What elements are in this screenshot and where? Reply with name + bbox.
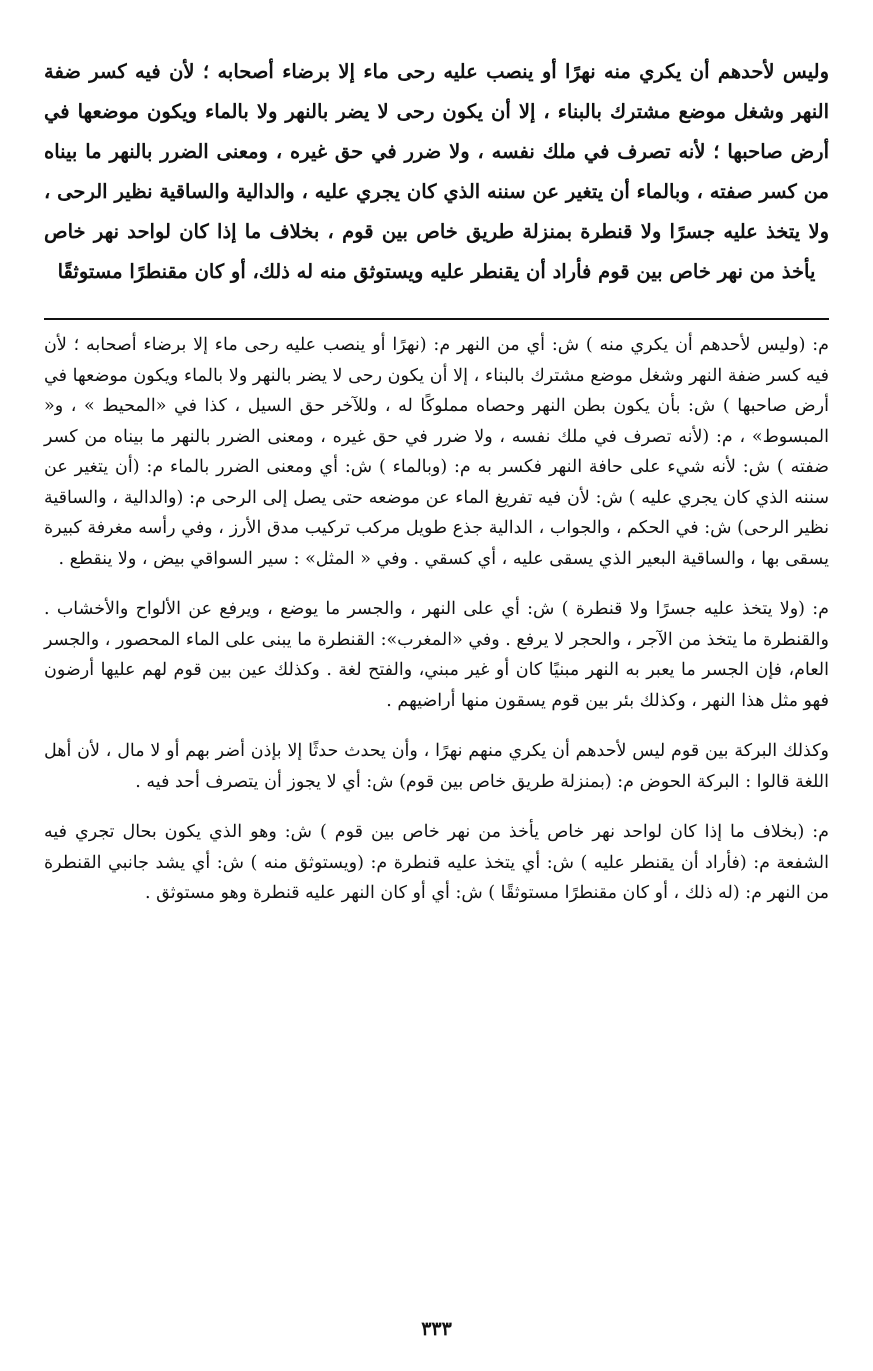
commentary-paragraph-3: وكذلك البركة بين قوم ليس لأحدهم أن يكري منهم نهرًا ، وأن يحدث حدثًا إلا بإذن أضر بهم أو لا مال ، لأن أهل اللغة قالوا : البركة الحوض م: (بمنزلة طريق خاص بين قوم) ش: أي لا يجوز أن يتصرف أحد فيه . [44, 741, 829, 792]
commentary-block [44, 330, 829, 909]
commentary-paragraph-4: م: (بخلاف ما إذا كان لواحد نهر خاص يأخذ من نهر خاص بين قوم ) ش: وهو الذي يكون بحال تجري فيه الشفعة م: (فأراد أن يقنطر عليه ) ش: أي يتخذ عليه قنطرة م: (ويستوثق منه ) ش: أي يشد جانبي القنطرة من النهر م: (له ذلك ، أو كان مقنطرًا مستوثقًا ) ش: أي أو كان النهر عليه قنطرة وهو مستوثق . [44, 822, 829, 903]
book-page [44, 52, 829, 929]
commentary-paragraph-1: م: (وليس لأحدهم أن يكري منه ) ش: أي من النهر م: (نهرًا أو ينصب عليه رحى ماء إلا برضاء أصحابه ؛ لأن فيه كسر ضفة النهر وشغل موضع مشترك بالبناء ، إلا أن يكون رحى لا يضر بالنهر ولا بالماء ويكون موضعها في أرض صاحبها ) ش: بأن يكون بطن النهر وحصاه مملوكًا له ، وللآخر حق السيل ، كذا في «المحيط » ، و« المبسوط» ، م: (لأنه تصرف في ملك نفسه ، ولا ضرر في حق غيره ، ومعنى الضرر بالنهر ما بيناه من كسر ضفته ) ش: لأنه شيء على حافة النهر فكسر به م: (وبالماء ) ش: أي ومعنى الضرر بالماء م: (أن يتغير عن سننه الذي كان يجري عليه ) ش: لأن فيه تفريغ الماء عن موضعه حتى يصل إلى الرحى م: (والدالية ، والساقية نظير الرحى) ش: في الحكم ، والجواب ، الدالية جذع طويل مركب تركيب مدق الأرز ، وفي رأسه مغرفة كبيرة يسقى بها ، والساقية البعير الذي يسقى عليه ، أي كسقي . وفي « المثل» : سير السواقي بيض ، ولا ينقطع . [44, 335, 829, 569]
page-number: ٣٣٣ [421, 1318, 452, 1340]
main-text-block: وليس لأحدهم أن يكري منه نهرًا أو ينصب عليه رحى ماء إلا برضاء أصحابه ؛ لأن فيه كسر ضفة النهر وشغل موضع مشترك بالبناء ، إلا أن يكون رحى لا يضر بالنهر ولا بالماء ويكون موضعها في أرض صاحبها ؛ لأنه تصرف في ملك نفسه ، ولا ضرر في حق غيره ، ومعنى الضرر بالنهر ما بيناه من كسر صفته ، وبالماء أن يتغير عن سننه الذي كان يجري عليه ، والدالية والساقية نظير الرحى ، ولا يتخذ عليه جسرًا ولا قنطرة بمنزلة طريق خاص بين قوم ، بخلاف ما إذا كان لواحد نهر خاص يأخذ من نهر خاص بين قوم فأراد أن يقنطر عليه ويستوثق منه له ذلك، أو كان مقنطرًا مستوثقًا [44, 60, 829, 283]
separator-line [44, 318, 829, 320]
commentary-paragraph-2: م: (ولا يتخذ عليه جسرًا ولا قنطرة ) ش: أي على النهر ، والجسر ما يوضع ، ويرفع عن الألواح والأخشاب . والقنطرة ما يتخذ من الآجر ، والحجر لا يرفع . وفي «المغرب»: القنطرة ما يبنى على الماء المحصور ، والجسر العام، فإن الجسر ما يعبر به النهر مبنيًا كان أو غير مبني، والفتح لغة . وكذلك عين بين قوم لهم عليها أرضون فهو مثل هذا النهر ، وكذلك بئر بين قوم يسقون منها أراضيهم . [44, 599, 829, 711]
